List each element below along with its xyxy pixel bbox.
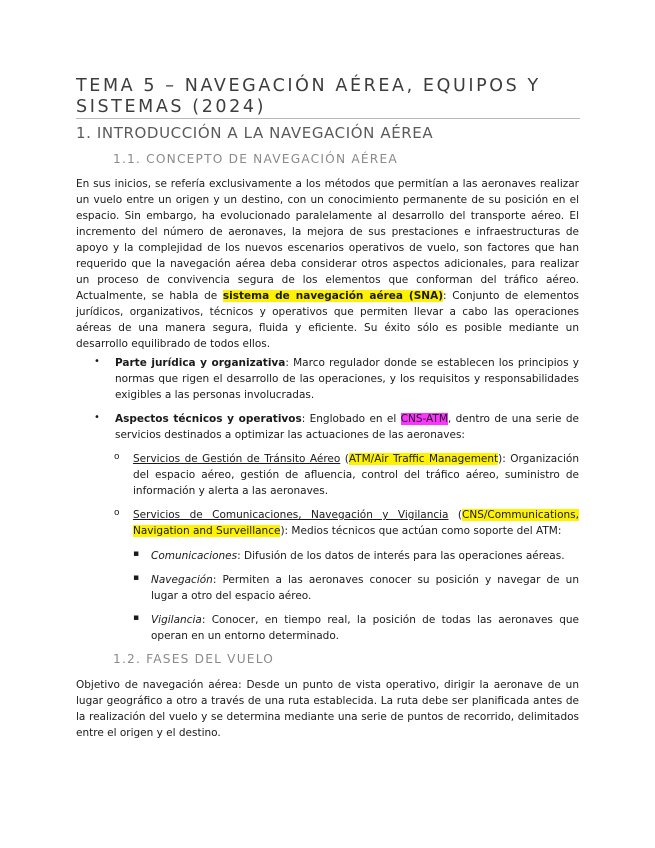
- bullet-text: : Marco regulador donde se establecen los principios y normas que rigen el desarrollo de las operaciones, y los requisitos y responsabilidades exigibles a las personas involucradas.: [115, 357, 579, 401]
- sub-sub-bullet-label: Comunicaciones: [151, 550, 238, 562]
- sna-highlight: sistema de navegación aérea (SNA): [222, 290, 444, 302]
- sub-sub-bullet-vigilancia: Vigilancia: Conocer, en tiempo real, la posición de todas las aeronaves que operan en un entorno determinado.: [151, 614, 579, 642]
- fases-paragraph: Objetivo de navegación aérea: Desde un punto de vista operativo, dirigir la aeronave de un lugar geográfico a otro a través de una ruta establecida. La ruta debe ser planificada antes de la realización del vuelo y se determina mediante una serie de puntos de recorrido, delimitados entre el origen y el destino.: [76, 679, 579, 739]
- sub-bullet-atm: Servicios de Gestión de Tránsito Aéreo (ATM/Air Traffic Management): Organización del espacio aéreo, gestión de afluencia, control del tráfico aéreo, suministro de información y alerta a las aeronaves.: [133, 453, 579, 497]
- subsection-heading-concepto: 1.1. CONCEPTO DE NAVEGACIÓN AÉREA: [113, 152, 398, 166]
- sub-sub-bullet-symbol: ▪: [133, 549, 140, 559]
- bullet-label: Aspectos técnicos y operativos: [115, 413, 302, 425]
- sub-sub-bullet-label: Vigilancia: [151, 614, 202, 626]
- concepto-text-b: : Conjunto de elementos jurídicos, organizativos, técnicos y operativos que permiten llevar a cabo las operaciones aéreas de una manera segura, fluida y eficiente. Su éxito sólo es posible mediante un desarrollo equilibrado de todos ellos.: [76, 290, 579, 350]
- bullet-text: , dentro de una serie de servicios destinados a optimizar las actuaciones de las aeronaves:: [115, 413, 579, 441]
- section-heading-introduccion: 1. INTRODUCCIÓN A LA NAVEGACIÓN AÉREA: [76, 124, 434, 142]
- bullet-text: : Englobado en el: [301, 413, 401, 425]
- sub-sub-bullet-symbol: ▪: [133, 613, 140, 623]
- cns-highlight: CNS/Communications, Navigation and Surveillance: [133, 509, 579, 537]
- subsection-heading-fases: 1.2. FASES DEL VUELO: [113, 652, 275, 666]
- sub-sub-bullet-comunicaciones: Comunicaciones: Difusión de los datos de interés para las operaciones aéreas.: [151, 550, 565, 562]
- document-title: TEMA 5 – NAVEGACIÓN AÉREA, EQUIPOS Y SISTEMAS (2024): [76, 76, 541, 117]
- sub-bullet-symbol: o: [114, 452, 120, 462]
- bullet-symbol: •: [94, 356, 100, 367]
- bullet-aspectos-tecnicos: [115, 411, 579, 443]
- sub-bullet-label: Servicios de Gestión de Tránsito Aéreo: [133, 453, 341, 465]
- sub-sub-bullet-navegacion: Navegación: Permiten a las aeronaves conocer su posición y navegar de un lugar a otro del espacio aéreo.: [151, 574, 579, 602]
- concepto-text-a: En sus inicios, se refería exclusivamente a los métodos que permitían a las aeronaves realizar un vuelo entre un origen y un destino, con un conocimiento permanente de su posición en el espacio. Sin embargo, ha evolucionado paralelamente al desarrollo del transporte aéreo. El incremento del número de aeronaves, la mejora de sus prestaciones e infraestructuras de apoyo y la complejidad de los nuevos escenarios operativos de vuelo, son factores que han requerido que la navegación aérea deba considerar otros aspectos adicionales, para realizar un proceso de convivencia segura de los elementos que conforman del tráfico aéreo. Actualmente, se habla de: [76, 178, 579, 302]
- sub-bullet-label: Servicios de Comunicaciones, Navegación y Vigilancia: [133, 509, 449, 521]
- bullet-symbol: •: [94, 412, 100, 423]
- sub-bullet-cns: Servicios de Comunicaciones, Navegación y Vigilancia (CNS/Communications, Navigation and Surveillance): Medios técnicos que actúan como soporte del ATM:: [133, 509, 579, 537]
- bullet-label: Parte jurídica y organizativa: [115, 357, 286, 369]
- cns-atm-highlight: CNS-ATM: [400, 413, 448, 425]
- bullet-parte-juridica: [115, 355, 579, 403]
- sub-bullet-symbol: o: [114, 508, 120, 518]
- atm-highlight: ATM/Air Traffic Management: [348, 453, 499, 465]
- title-rule: [76, 118, 580, 119]
- sub-sub-bullet-symbol: ▪: [133, 573, 140, 583]
- concepto-paragraph: [76, 176, 579, 352]
- sub-sub-bullet-label: Navegación: [151, 574, 213, 586]
